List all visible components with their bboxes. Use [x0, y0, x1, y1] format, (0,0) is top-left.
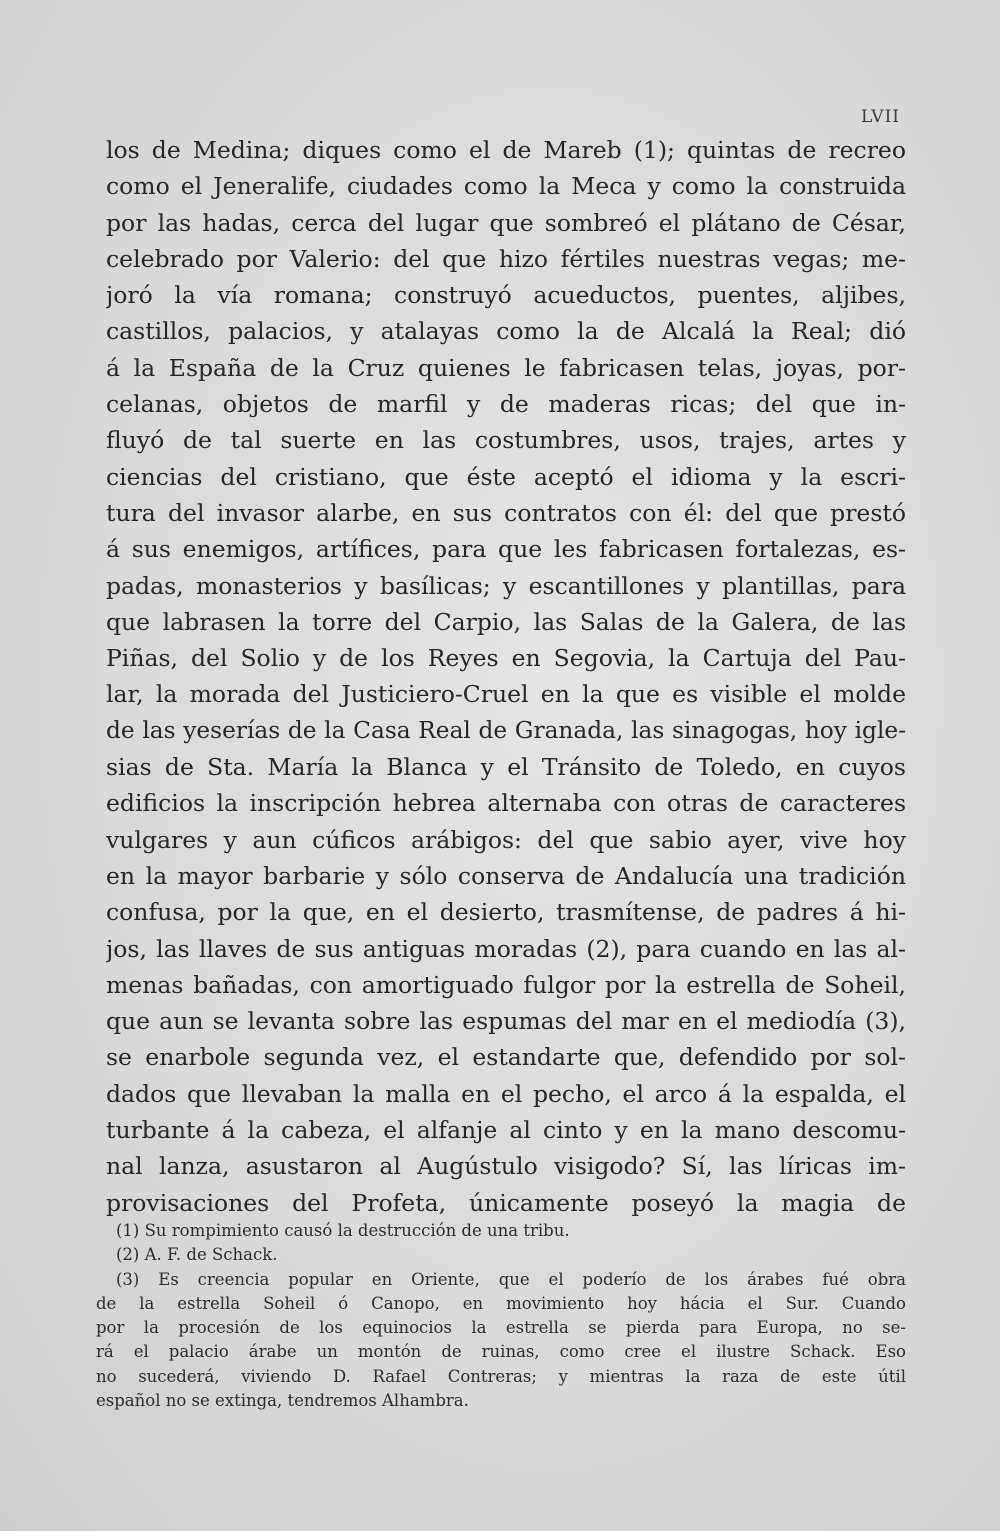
text-line: que labrasen la torre del Carpio, las Salas de la Galera, de las — [106, 607, 906, 636]
text-line: se enarbole segunda vez, el estandarte que, defendido por sol- — [106, 1043, 906, 1072]
text-line: celanas, objetos de marfil y de maderas ricas; del que in- — [106, 390, 906, 419]
footnote-3-continued: de la estrella Soheil ó Canopo, en movimiento hoy hácia el Sur. Cuando — [96, 1293, 906, 1313]
text-line: provisaciones del Profeta, únicamente poseyó la magia de — [106, 1188, 906, 1217]
text-line: confusa, por la que, en el desierto, trasmítense, de padres á hi- — [106, 898, 906, 927]
text-line: nal lanza, asustaron al Augústulo visigodo? Sí, las líricas im- — [106, 1152, 906, 1181]
footnote-3-continued: no sucederá, viviendo D. Rafael Contreras; y mientras la raza de este útil — [96, 1366, 906, 1386]
text-line: de las yeserías de la Casa Real de Granada, las sinagogas, hoy igle- — [106, 716, 906, 744]
text-line: vulgares y aun cúficos arábigos: del que sabio ayer, vive hoy — [106, 825, 906, 854]
text-line: como el Jeneralife, ciudades como la Meca y como la construida — [106, 172, 906, 201]
text-line: que aun se levanta sobre las espumas del mar en el mediodía (3), — [106, 1007, 906, 1036]
text-line: á sus enemigos, artífices, para que les fabricasen fortalezas, es- — [106, 535, 906, 564]
text-line: joró la vía romana; construyó acueductos, puentes, aljibes, — [106, 281, 906, 310]
text-line: ciencias del cristiano, que éste aceptó el idioma y la escri- — [106, 462, 906, 491]
footnote-3-continued: por la procesión de los equinocios la estrella se pierda para Europa, no se- — [96, 1318, 906, 1338]
footnotes — [96, 1219, 906, 1413]
footnote-3: (3) Es creencia popular en Oriente, que el poderío de los árabes fué obra — [116, 1269, 906, 1289]
text-line: los de Medina; diques como el de Mareb (1); quintas de recreo — [106, 136, 906, 164]
text-line: castillos, palacios, y atalayas como la de Alcalá la Real; dió — [106, 317, 906, 346]
text-line: Piñas, del Solio y de los Reyes en Segovia, la Cartuja del Pau- — [106, 644, 906, 673]
main-text-block — [106, 132, 906, 1221]
text-line: jos, las llaves de sus antiguas moradas (2), para cuando en las al- — [106, 934, 906, 963]
text-line: turbante á la cabeza, el alfanje al cinto y en la mano descomu- — [106, 1116, 906, 1145]
footnote-1: (1) Su rompimiento causó la destrucción de una tribu. — [116, 1221, 570, 1240]
text-line: á la España de la Cruz quienes le fabricasen telas, joyas, por- — [106, 353, 906, 382]
text-line: tura del invasor alarbe, en sus contratos con él: del que prestó — [106, 498, 906, 527]
text-line: edificios la inscripción hebrea alternaba con otras de caracteres — [106, 789, 906, 818]
text-line: fluyó de tal suerte en las costumbres, usos, trajes, artes y — [106, 426, 906, 455]
text-line: por las hadas, cerca del lugar que sombreó el plátano de César, — [106, 208, 906, 237]
text-line: sias de Sta. María la Blanca y el Tránsito de Toledo, en cuyos — [106, 753, 906, 782]
footnote-2: (2) A. F. de Schack. — [116, 1245, 278, 1265]
page-number: LVII — [861, 107, 900, 127]
text-line: dados que llevaban la malla en el pecho, el arco á la espalda, el — [106, 1079, 906, 1108]
text-line: menas bañadas, con amortiguado fulgor por la estrella de Soheil, — [106, 970, 906, 999]
text-line: celebrado por Valerio: del que hizo fértiles nuestras vegas; me- — [106, 244, 906, 273]
text-line: en la mayor barbarie y sólo conserva de Andalucía una tradición — [106, 861, 906, 890]
text-line: lar, la morada del Justiciero-Cruel en la que es visible el molde — [106, 680, 906, 709]
footnote-3-continued: rá el palacio árabe un montón de ruinas, como cree el ilustre Schack. Eso — [96, 1342, 906, 1362]
footnote-3-continued: español no se extinga, tendremos Alhambra. — [96, 1391, 469, 1411]
text-line: padas, monasterios y basílicas; y escantillones y plantillas, para — [106, 571, 906, 600]
